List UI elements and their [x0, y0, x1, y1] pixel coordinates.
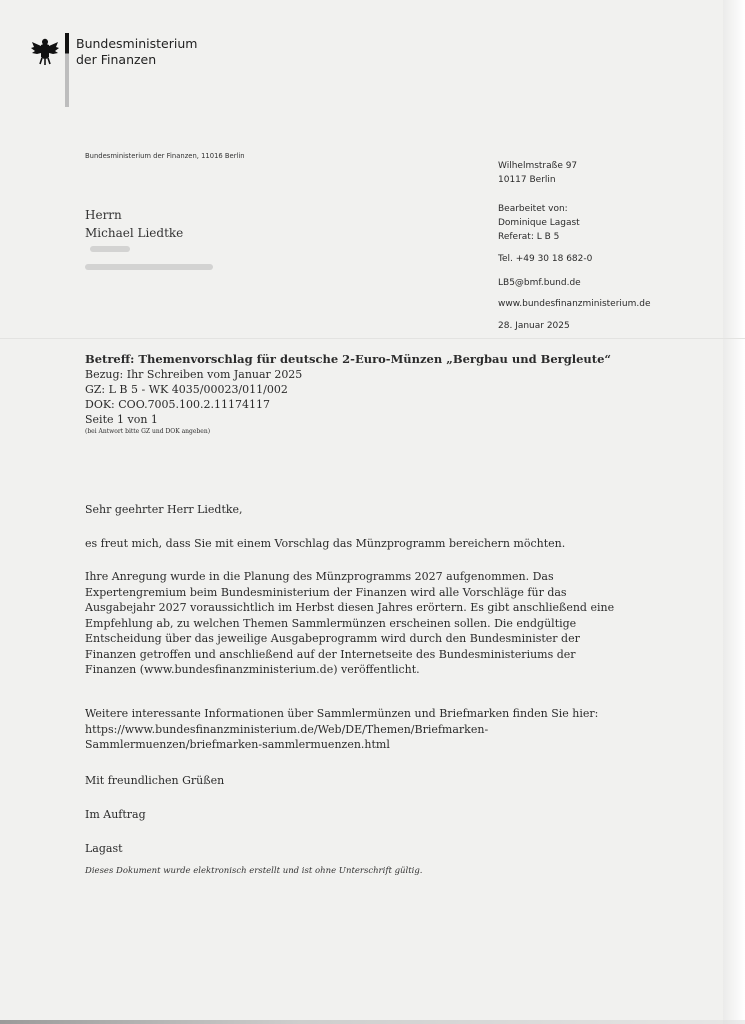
paragraph-line: Ihre Anregung wurde in die Planung des Münzprogramms 2027 aufgenommen. Das [85, 570, 554, 583]
recipient-address [85, 206, 183, 242]
paragraph-line: Ausgabejahr 2027 voraussichtlich im Herbst diesen Jahres erörtern. Es gibt anschließend eine [85, 601, 615, 614]
website: www.bundesfinanzministerium.de [498, 299, 651, 309]
sender-return-address: Bundesministerium der Finanzen, 11016 Berlin [85, 152, 245, 160]
greeting: Sehr geehrter Herr Liedtke, [85, 503, 243, 516]
electronic-document-note: Dieses Dokument wurde elektronisch erstellt und ist ohne Unterschrift gültig. [85, 866, 423, 876]
recipient-salutation: Herrn [85, 208, 122, 222]
paragraph-line: Empfehlung ab, zu welchen Themen Sammlermünzen erscheinen sollen. Die endgültige [85, 616, 577, 630]
redaction-mark [85, 264, 213, 270]
paragraph-line: Expertengremium beim Bundesministerium der Finanzen wird alle Vorschläge für das [85, 585, 567, 599]
org-line-2: der Finanzen [76, 52, 157, 67]
phone: Tel. +49 30 18 682-0 [498, 254, 593, 264]
email: LB5@bmf.bund.de [498, 278, 581, 288]
bezug-line: Bezug: Ihr Schreiben vom Januar 2025 [85, 368, 303, 381]
paragraph-line: Finanzen getroffen und anschließend auf der Internetseite des Bundesministeriums der [85, 647, 576, 661]
link-url-line-2: Sammlermuenzen/briefmarken-sammlermuenzen.html [85, 738, 390, 751]
paper-edge [723, 0, 745, 1024]
gz-line: GZ: L B 5 - WK 4035/00023/011/002 [85, 383, 288, 396]
link-url-line-1: https://www.bundesfinanzministerium.de/Web/DE/Themen/Briefmarken- [85, 722, 489, 736]
paragraph-line: Entscheidung über das jeweilige Ausgabeprogramm wird durch den Bundesminister der [85, 632, 580, 645]
organization-name [76, 36, 197, 68]
street: Wilhelmstraße 97 [498, 161, 578, 171]
recipient-name: Michael Liedtke [85, 226, 184, 240]
handled-by-label: Bearbeitet von: [498, 204, 568, 214]
im-auftrag: Im Auftrag [85, 808, 146, 821]
ministry-address [498, 159, 577, 187]
fold-line [0, 338, 745, 339]
paragraph-line: Finanzen (www.bundesfinanzministerium.de) veröffentlicht. [85, 663, 420, 676]
paragraph-line: Weitere interessante Informationen über Sammlermünzen und Briefmarken finden Sie hier: [85, 707, 599, 720]
handled-by-name: Dominique Lagast [498, 218, 580, 228]
federal-eagle-icon [30, 36, 60, 70]
page-count: Seite 1 von 1 [85, 413, 158, 426]
department: Referat: L B 5 [498, 232, 560, 242]
paragraph-intro: es freut mich, dass Sie mit einem Vorschlag das Münzprogramm bereichern möchten. [85, 537, 566, 550]
handler-info [498, 202, 580, 244]
signature-name: Lagast [85, 842, 123, 855]
paragraph-links [85, 706, 645, 753]
logo-bar [65, 33, 69, 107]
org-line-1: Bundesministerium [76, 36, 198, 51]
subject-line: Betreff: Themenvorschlag für deutsche 2-Euro-Münzen „Bergbau und Bergleute“ [85, 352, 612, 366]
city: 10117 Berlin [498, 175, 556, 185]
paragraph-main [85, 569, 645, 678]
redaction-mark [90, 246, 130, 252]
scan-edge [0, 1020, 745, 1024]
dok-line: DOK: COO.7005.100.2.11174117 [85, 398, 271, 411]
reply-note: (bei Antwort bitte GZ und DOK angeben) [85, 428, 211, 435]
closing: Mit freundlichen Grüßen [85, 774, 225, 787]
letter-date: 28. Januar 2025 [498, 321, 570, 331]
reference-block [85, 352, 611, 436]
